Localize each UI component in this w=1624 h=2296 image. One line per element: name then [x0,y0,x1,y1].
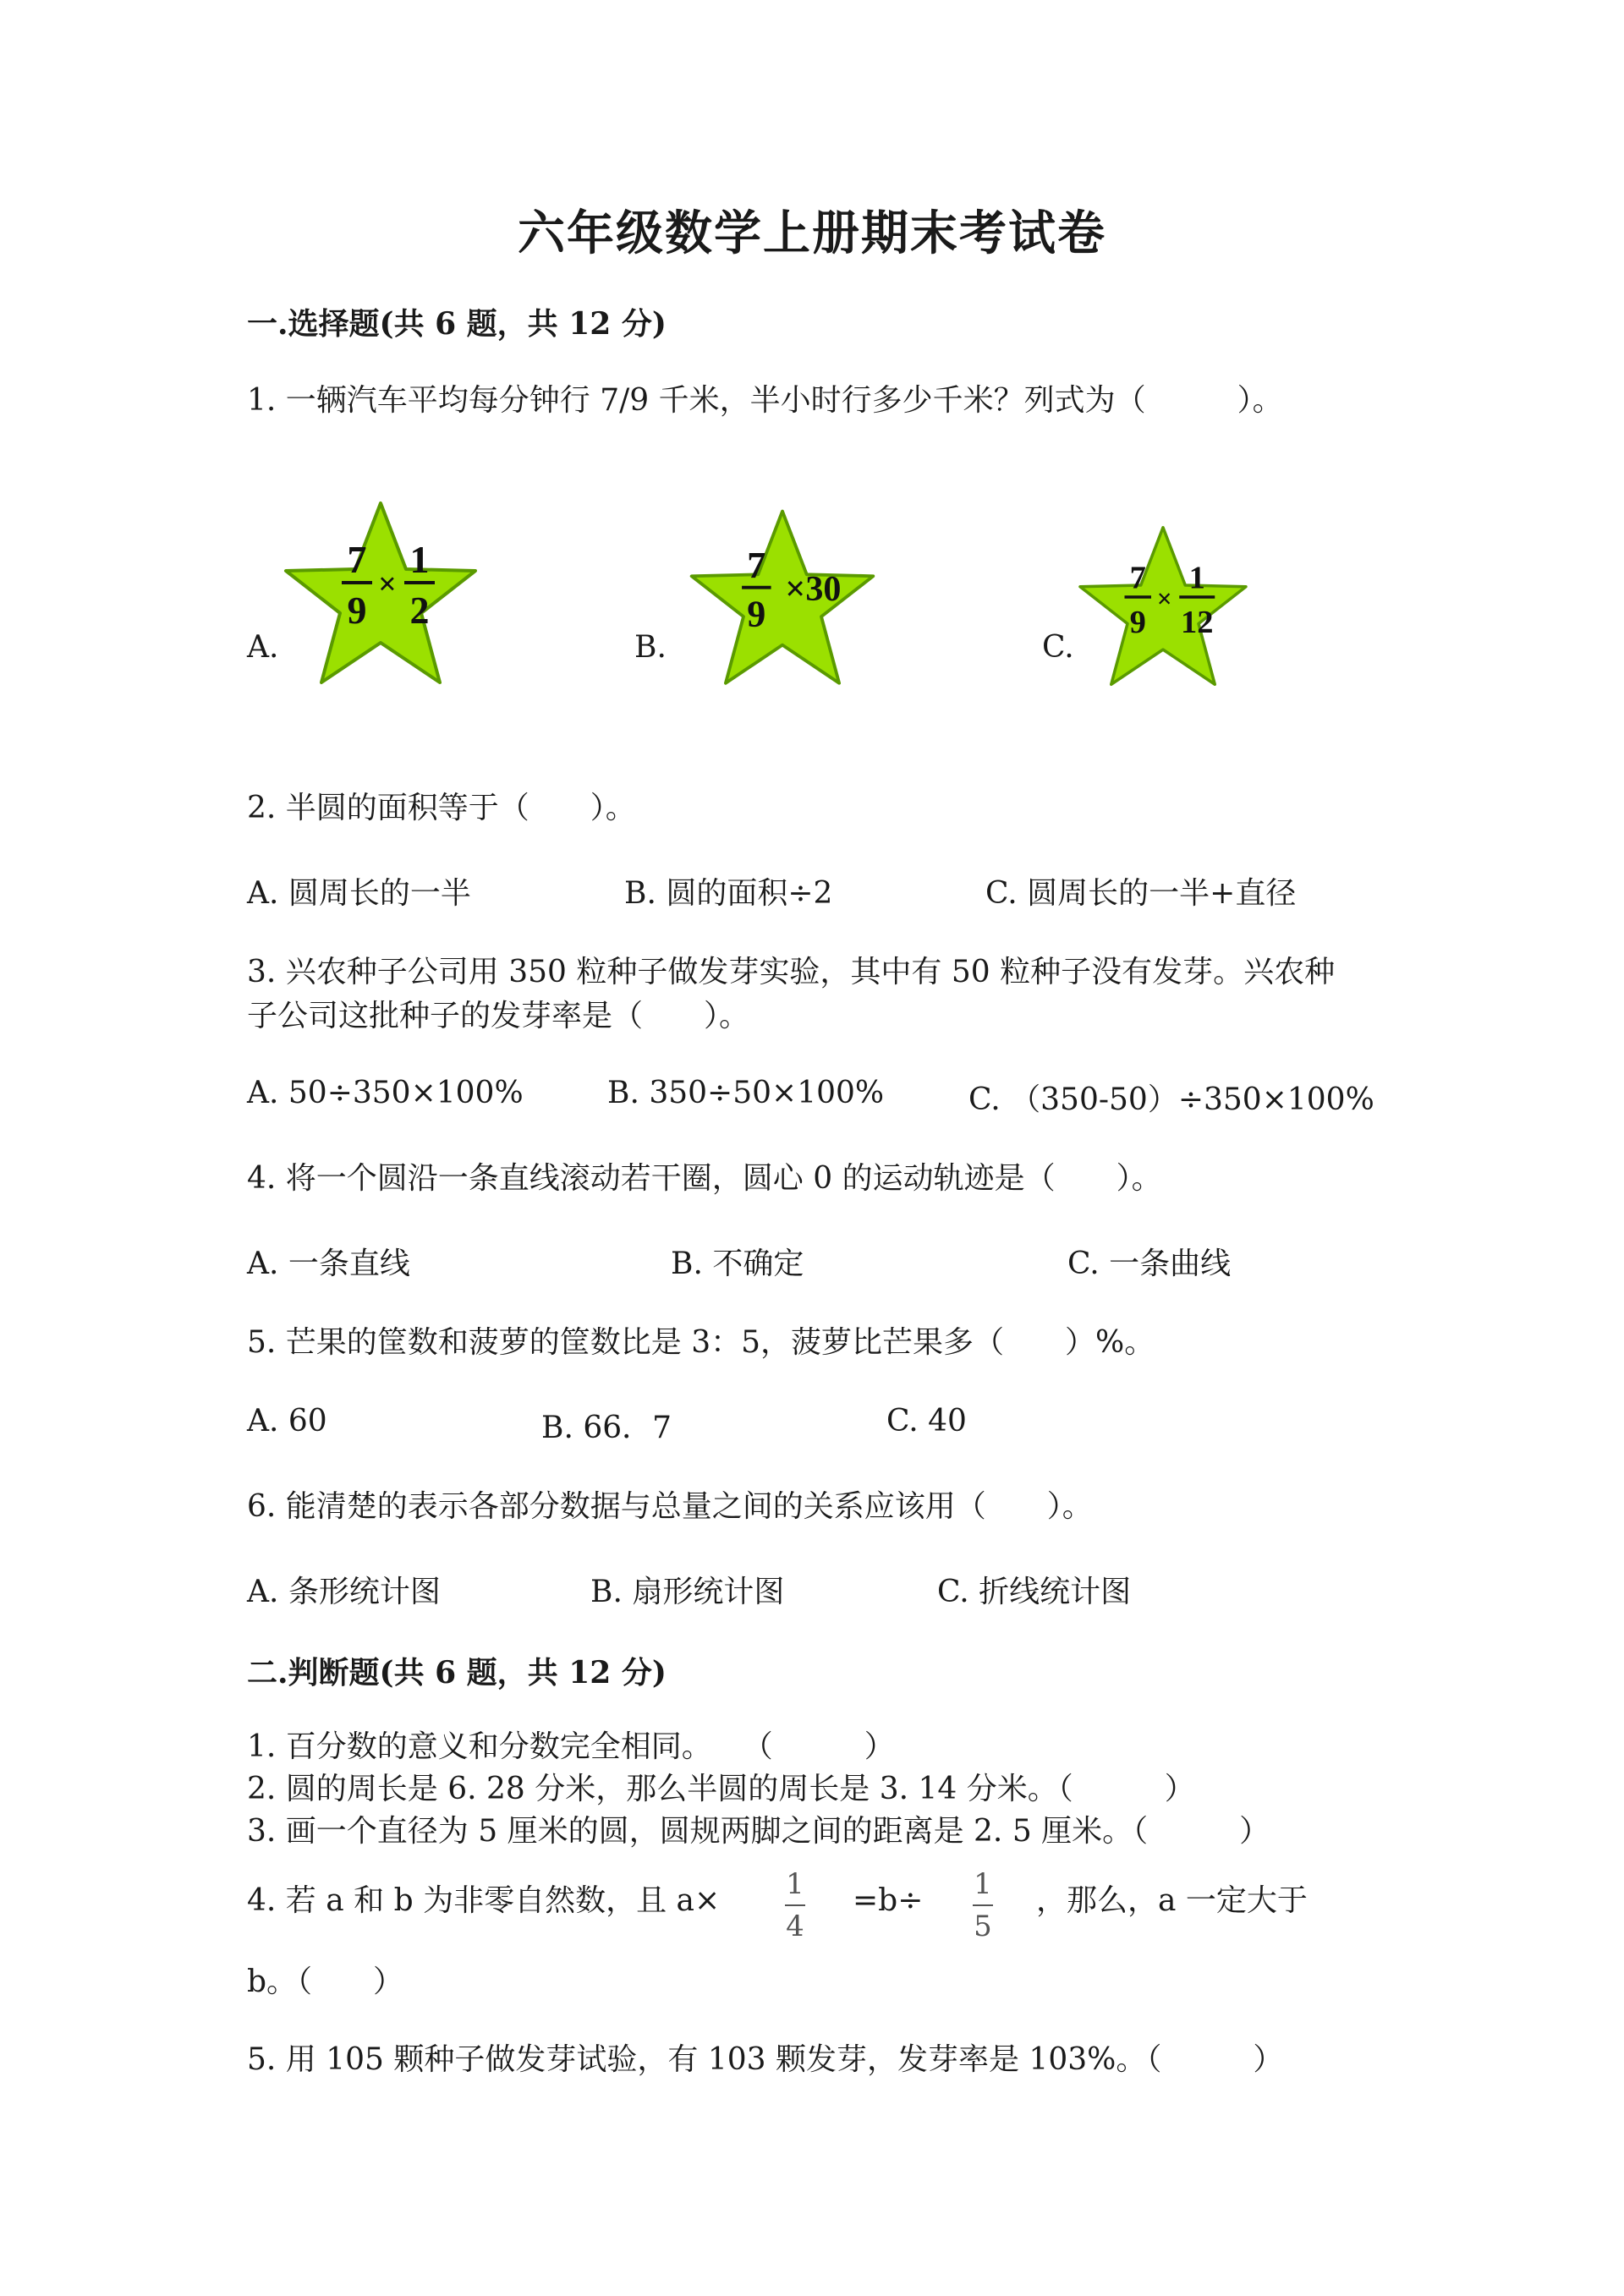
star-c-den1: 9 [1129,605,1146,640]
question-4: 4. 将一个圆沿一条直线滚动若干圈，圆心 0 的运动轨迹是（ ）。 [247,1161,1162,1196]
fraction-2-bar [973,1904,993,1906]
q3-option-a[interactable]: A. 50÷350×100% [247,1076,524,1110]
judgement-3: 3. 画一个直径为 5 厘米的圆，圆规两脚之间的距离是 2. 5 厘米。（ ） [247,1814,1270,1849]
q4-option-b[interactable]: B. 不确定 [671,1247,804,1281]
question-3-line-1: 3. 兴农种子公司用 350 粒种子做发芽实验，其中有 50 粒种子没有发芽。兴农种 [247,955,1336,989]
star-a-op: × [378,567,397,602]
q5-option-b[interactable]: B. 66．7 [541,1411,672,1445]
star-a-den2: 2 [409,589,430,632]
fraction-1-numerator: 1 [786,1867,804,1901]
judgement-4-fraction-2 [966,1867,1000,1943]
judgement-2: 2. 圆的周长是 6. 28 分米，那么半圆的周长是 3. 14 分米。（ ） [247,1772,1195,1806]
judgement-4-part-1: 4. 若 a 和 b 为非零自然数，且 a× [247,1883,721,1918]
q5-option-c[interactable]: C. 40 [886,1404,967,1438]
q2-option-a[interactable]: A. 圆周长的一半 [247,876,471,911]
q1-option-b-star-image [685,503,880,698]
star-a-num1: 7 [347,538,367,581]
q6-option-a[interactable]: A. 条形统计图 [247,1575,441,1609]
q1-option-a-label[interactable]: A. [247,630,279,665]
judgement-4-fraction-1 [778,1867,812,1943]
judgement-5: 5. 用 105 颗种子做发芽试验，有 103 颗发芽，发芽率是 103%。（ ） [247,2042,1284,2077]
star-a-num2: 1 [409,538,430,581]
star-c-op: × [1156,584,1172,614]
q3-option-c[interactable]: C. （350-50）÷350×100% [968,1082,1374,1117]
q1-option-c-star-image [1074,520,1252,698]
q2-option-b[interactable]: B. 圆的面积÷2 [624,876,833,911]
q6-option-c[interactable]: C. 折线统计图 [937,1575,1132,1609]
q2-option-c[interactable]: C. 圆周长的一半+直径 [985,876,1297,911]
star-a-den1: 9 [347,589,367,632]
judgement-4-part-3: ，那么，a 一定大于 [1036,1883,1308,1918]
q4-option-a[interactable]: A. 一条直线 [247,1247,410,1281]
fraction-1-denominator: 4 [786,1910,804,1943]
judgement-1: 1. 百分数的意义和分数完全相同。 （ ） [247,1729,895,1764]
section-heading-judgement: 二.判断题(共 6 题，共 12 分) [247,1655,667,1690]
star-c-num2: 1 [1188,560,1205,596]
fraction-2-numerator: 1 [974,1867,992,1901]
question-3-line-2: 子公司这批种子的发芽率是（ ）。 [247,999,750,1033]
section-heading-choice: 一.选择题(共 6 题，共 12 分) [247,306,667,342]
question-1: 1. 一辆汽车平均每分钟行 7/9 千米，半小时行多少千米？列式为（ ）。 [247,383,1283,418]
q1-option-b-label[interactable]: B. [634,630,667,665]
star-b-num1: 7 [747,545,766,587]
question-5: 5. 芒果的筐数和菠萝的筐数比是 3：5，菠萝比芒果多（ ）%。 [247,1325,1155,1360]
q5-option-a[interactable]: A. 60 [247,1404,327,1438]
star-b-den1: 9 [747,593,766,635]
judgement-4-line-2: b。（ ） [247,1964,404,1999]
question-2: 2. 半圆的面积等于（ ）。 [247,791,636,825]
q4-option-c[interactable]: C. 一条曲线 [1067,1247,1232,1281]
judgement-4-part-2: =b÷ [853,1883,924,1918]
q1-option-c-label[interactable]: C. [1042,630,1074,665]
fraction-1-bar [785,1904,805,1906]
fraction-2-denominator: 5 [974,1910,992,1943]
q3-option-b[interactable]: B. 350÷50×100% [607,1076,885,1110]
star-c-num1: 7 [1129,560,1146,596]
page-title: 六年级数学上册期末考试卷 [518,205,1106,261]
q6-option-b[interactable]: B. 扇形统计图 [590,1575,785,1609]
question-6: 6. 能清楚的表示各部分数据与总量之间的关系应该用（ ）。 [247,1489,1093,1524]
star-b-op: ×30 [785,569,842,609]
q1-option-a-star-image [279,495,482,698]
star-c-den2: 12 [1181,605,1214,640]
